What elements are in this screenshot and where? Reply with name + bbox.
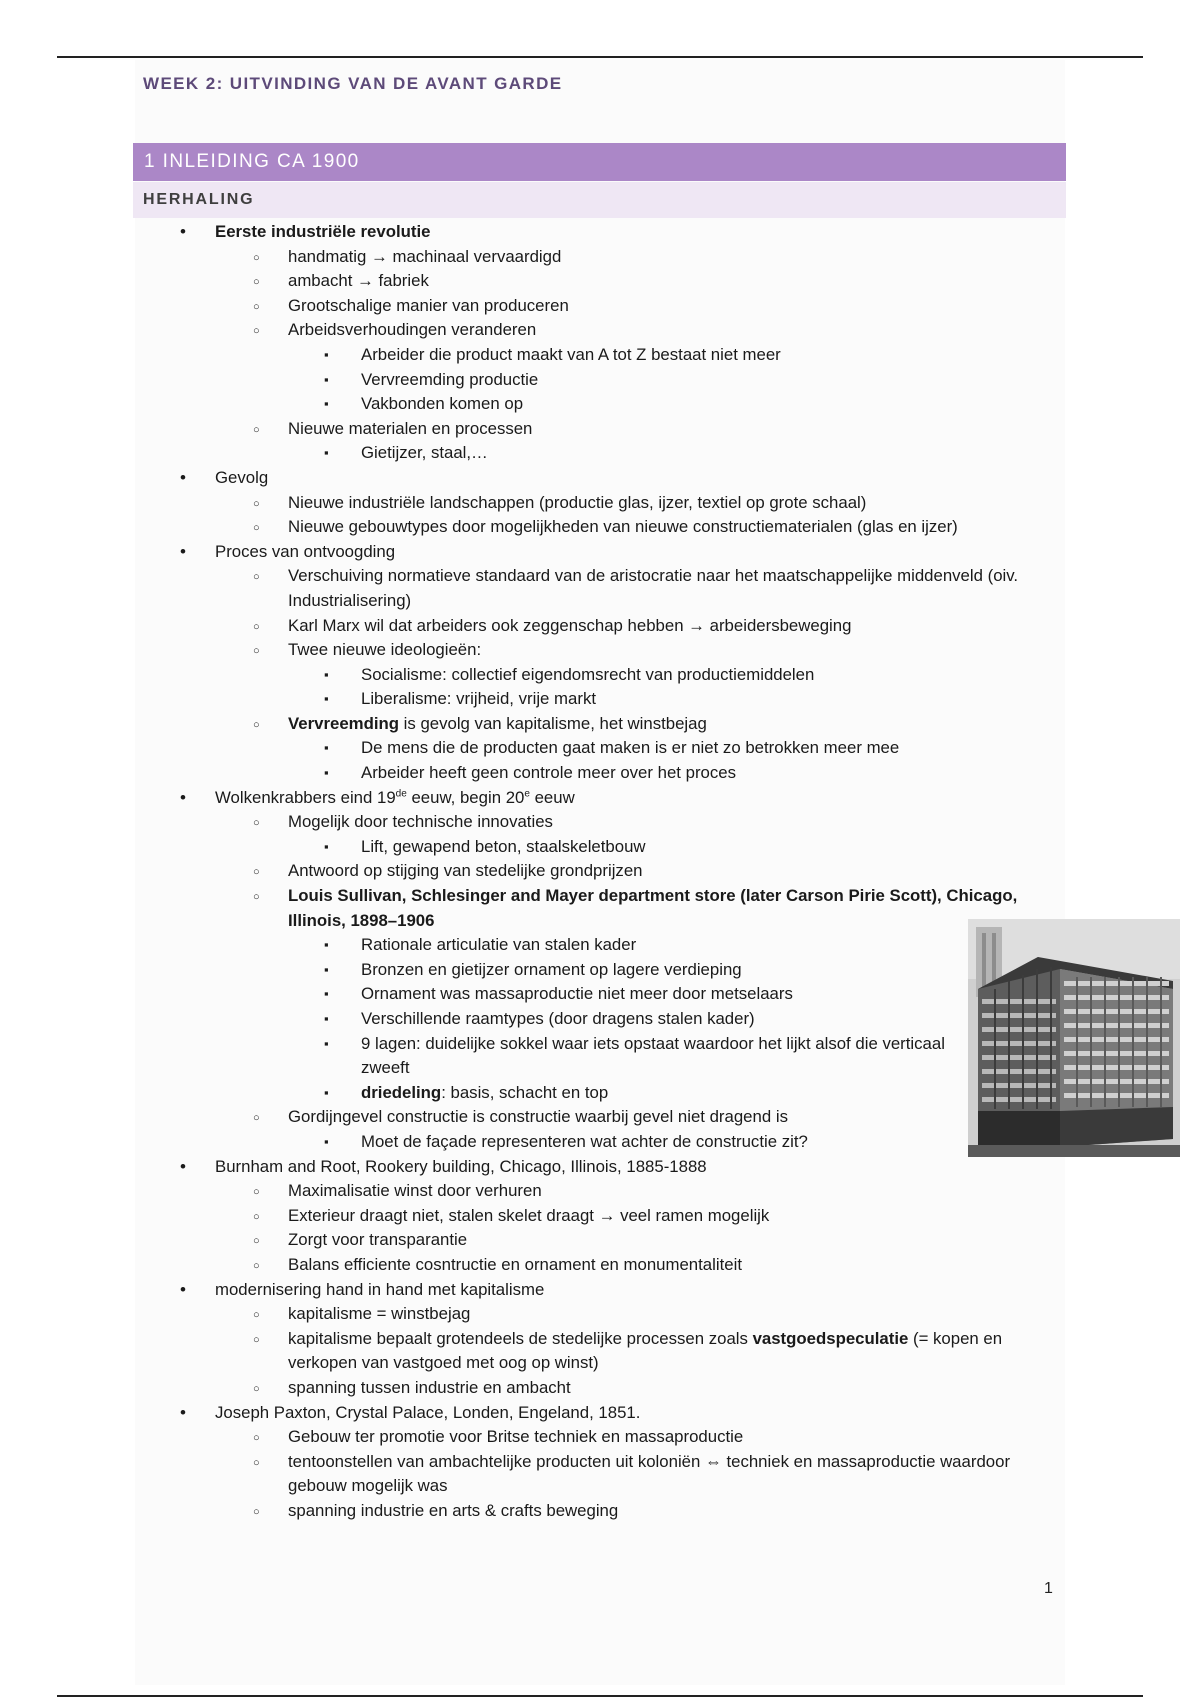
list-item: ▪ Socialisme: collectief eigendomsrecht van productiemiddelen bbox=[288, 663, 1200, 688]
list-item: ○ Maximalisatie winst door verhuren bbox=[215, 1179, 1200, 1204]
list-item: ▪ Arbeider die product maakt van A tot Z bestaat niet meer bbox=[288, 343, 1200, 368]
item-text-a: kapitalisme bepaalt grotendeels de stedelijke processen zoals bbox=[288, 1328, 753, 1348]
header-rule bbox=[57, 56, 1143, 58]
list-item bbox=[215, 810, 1200, 859]
list-item bbox=[215, 712, 1200, 786]
item-text: ○ Louis Sullivan, Schlesinger and Mayer department store (later Carson Pirie Scott), Chicago, Illinois, 1898–1906 bbox=[288, 886, 1018, 930]
item-title: Eerste industriële revolutie bbox=[215, 222, 431, 241]
list-item-industrial bbox=[0, 220, 1200, 466]
list-item: ▪ Liberalisme: vrijheid, vrije markt bbox=[288, 687, 1200, 712]
document-title: WEEK 2: UITVINDING VAN DE AVANT GARDE bbox=[143, 74, 563, 93]
list-item bbox=[215, 1450, 1200, 1499]
list-item: ▪ Lift, gewapend beton, staalskeletbouw bbox=[288, 835, 1200, 860]
item-text: : basis, schacht en top bbox=[441, 1082, 609, 1102]
list-item: ▪ Arbeider heeft geen controle meer over het proces bbox=[288, 761, 1200, 786]
list-item: ▪ Bronzen en gietijzer ornament op lagere verdieping bbox=[288, 958, 1200, 983]
item-text: ○ Verschuiving normatieve standaard van de aristocratie naar het maatschappelijke middenveld (oiv. Industrialisering) bbox=[288, 566, 1019, 610]
list-item: ○ Nieuwe gebouwtypes door mogelijkheden van nieuwe constructiematerialen (glas en ijzer) bbox=[215, 515, 1200, 540]
item-text: Arbeidsverhoudingen veranderen bbox=[288, 320, 537, 340]
section-heading: 1 INLEIDING CA 1900 bbox=[133, 143, 1066, 181]
item-text-c: (= kopen en verkopen van vastgoed met oog op winst) bbox=[288, 1328, 1003, 1373]
item-text: is gevolg van kapitalisme, het winstbejag bbox=[399, 713, 707, 733]
item-text: ▪ 9 lagen: duidelijke sokkel waar iets opstaat waardoor het lijkt alsof die verticaal zweeft bbox=[361, 1033, 945, 1078]
department-store-photo bbox=[968, 919, 1180, 1157]
subsection-heading: HERHALING bbox=[133, 182, 1066, 218]
page-number: 1 bbox=[1044, 1580, 1053, 1597]
item-text: Gordijngevel constructie is constructie waarbij gevel niet dragend is bbox=[288, 1107, 788, 1127]
list-item bbox=[215, 417, 1200, 466]
list-item: ○ spanning tussen industrie en ambacht bbox=[215, 1376, 1200, 1401]
list-item-rookery bbox=[0, 1155, 1200, 1278]
list-item: ○ spanning industrie en arts & crafts beweging bbox=[215, 1499, 1200, 1524]
list-item: ▪ Gietijzer, staal,… bbox=[288, 441, 1200, 466]
list-item: ▪ Ornament was massaproductie niet meer door metselaars bbox=[288, 982, 1200, 1007]
item-text: Nieuwe materialen en processen bbox=[288, 418, 533, 438]
footer-rule bbox=[57, 1695, 1143, 1697]
list-item: ○ ambacht → fabriek bbox=[215, 269, 1200, 294]
bold-term: vastgoedspeculatie bbox=[752, 1328, 909, 1348]
list-item bbox=[215, 1327, 1200, 1376]
list-item: ▪ Moet de façade representeren wat achter de constructie zit? bbox=[288, 1130, 1200, 1155]
item-title-end: eeuw bbox=[529, 787, 575, 807]
item-title: modernisering hand in hand met kapitalisme bbox=[215, 1279, 545, 1299]
list-item: ○ Zorgt voor transparantie bbox=[215, 1228, 1200, 1253]
item-text: ○ tentoonstellen van ambachtelijke producten uit koloniën ⇔ techniek en massaproductie waardoor gebouw mogelijk was bbox=[288, 1451, 1011, 1496]
list-item: ○ handmatig → machinaal vervaardigd bbox=[215, 245, 1200, 270]
list-item: ▪ Vervreemding productie bbox=[288, 368, 1200, 393]
item-title: Proces van ontvoogding bbox=[215, 541, 396, 561]
list-item: ▪ Rationale articulatie van stalen kader bbox=[288, 933, 1200, 958]
bold-term: driedeling bbox=[361, 1082, 442, 1102]
superscript: e bbox=[524, 788, 530, 800]
list-item: ▪ Vakbonden komen op bbox=[288, 392, 1200, 417]
main-list bbox=[0, 220, 1200, 1523]
list-item-paxton bbox=[0, 1401, 1200, 1524]
list-item bbox=[215, 638, 1200, 712]
superscript: de bbox=[395, 788, 407, 800]
list-item bbox=[215, 564, 1200, 613]
bold-term: Vervreemding bbox=[288, 713, 399, 733]
list-item: ○ Nieuwe industriële landschappen (productie glas, ijzer, textiel op grote schaal) bbox=[215, 491, 1200, 516]
item-title: Wolkenkrabbers eind 19 bbox=[215, 787, 396, 807]
item-title-cont: eeuw, begin 20 bbox=[406, 787, 525, 807]
item-title: Burnham and Root, Rookery building, Chicago, Illinois, 1885-1888 bbox=[215, 1156, 707, 1176]
list-item: ○ Gebouw ter promotie voor Britse techniek en massaproductie bbox=[215, 1425, 1200, 1450]
item-title: Joseph Paxton, Crystal Palace, Londen, Engeland, 1851. bbox=[215, 1402, 641, 1422]
document-body bbox=[0, 220, 1200, 1523]
item-title: Gevolg bbox=[215, 467, 269, 487]
list-item-modernisering bbox=[0, 1278, 1200, 1401]
list-item: ○ Exterieur draagt niet, stalen skelet draagt → veel ramen mogelijk bbox=[215, 1204, 1200, 1229]
item-text bbox=[288, 1327, 1048, 1376]
item-text: Mogelijk door technische innovaties bbox=[288, 812, 553, 832]
list-item: ○ Grootschalige manier van produceren bbox=[215, 294, 1200, 319]
list-item-gevolg bbox=[0, 466, 1200, 540]
list-item: ▪ De mens die de producten gaat maken is er niet zo betrokken meer mee bbox=[288, 736, 1200, 761]
list-item: ○ Antwoord op stijging van stedelijke grondprijzen bbox=[215, 859, 1200, 884]
list-item bbox=[215, 318, 1200, 416]
list-item: ○ Karl Marx wil dat arbeiders ook zeggenschap hebben → arbeidersbeweging bbox=[215, 614, 1200, 639]
item-text: Twee nieuwe ideologieën: bbox=[288, 640, 482, 660]
list-item-ontvoogding bbox=[0, 540, 1200, 786]
list-item: ○ Balans efficiente cosntructie en ornament en monumentaliteit bbox=[215, 1253, 1200, 1278]
list-item: ○ kapitalisme = winstbejag bbox=[215, 1302, 1200, 1327]
list-item: ▪ Verschillende raamtypes (door dragens stalen kader) bbox=[288, 1007, 1200, 1032]
